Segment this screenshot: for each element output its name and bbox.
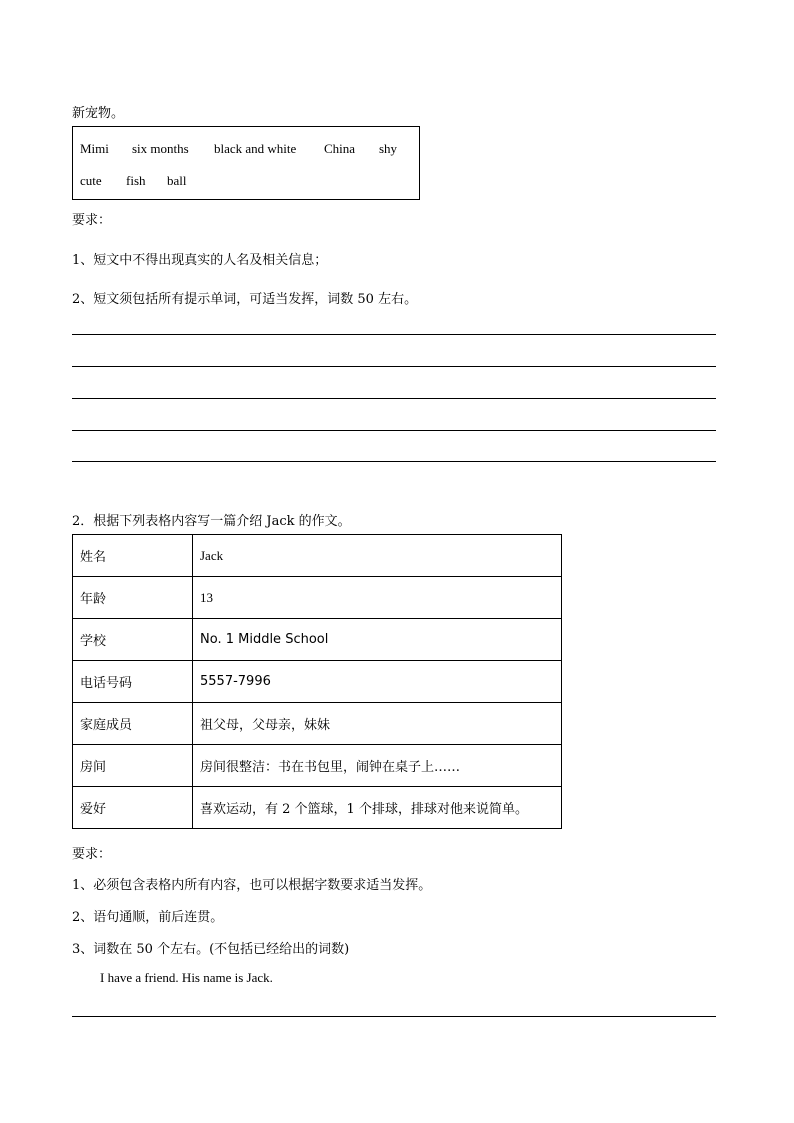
word-item: fish [126,173,146,188]
table-key: 爱好 [73,787,193,829]
table-row [73,661,562,703]
table-key: 年龄 [73,577,193,619]
requirement-item: 1、必须包含表格内所有内容，也可以根据字数要求适当发挥。 [72,878,432,893]
info-table [72,534,562,829]
requirement-item: 3、词数在 50 个左右。(不包括已经给出的词数) [72,942,350,957]
intro-text: 新宠物。 [72,106,125,121]
table-row [73,703,562,745]
word-item: Mimi [80,141,109,156]
word-item: ball [167,173,187,188]
writing-line[interactable] [72,1016,716,1017]
requirement-item: 1、短文中不得出现真实的人名及相关信息； [72,253,328,268]
word-item: six months [132,141,189,156]
table-key: 房间 [73,745,193,787]
requirement-item: 2、短文须包括所有提示单词，可适当发挥，词数 50 左右。 [72,292,418,307]
table-value: 祖父母，父母亲，妹妹 [193,703,562,745]
table-row [73,535,562,577]
table-row [73,577,562,619]
word-item: China [324,141,356,156]
writing-line[interactable] [72,398,716,399]
table-key: 电话号码 [73,661,193,703]
writing-line[interactable] [72,430,716,431]
word-item: shy [379,141,398,156]
table-value: 13 [193,577,562,619]
table-value: 5557-7996 [193,661,562,703]
table-value: No. 1 Middle School [193,619,562,661]
writing-line[interactable] [72,334,716,335]
table-key: 学校 [73,619,193,661]
table-key: 家庭成员 [73,703,193,745]
table-value: 房间很整洁：书在书包里，闹钟在桌子上…… [193,745,562,787]
table-key: 姓名 [73,535,193,577]
table-row [73,787,562,829]
opening-sentence: I have a friend. His name is Jack. [100,970,273,985]
word-box [72,126,420,200]
requirements-label: 要求： [72,213,112,228]
requirement-item: 2、语句通顺，前后连贯。 [72,910,224,925]
table-value: 喜欢运动，有 2 个篮球，1 个排球，排球对他来说简单。 [193,787,562,829]
word-item: cute [80,173,102,188]
writing-line[interactable] [72,461,716,462]
word-item: black and white [214,141,297,156]
question-title: 2．根据下列表格内容写一篇介绍 Jack 的作文。 [72,514,351,529]
table-value: Jack [193,535,562,577]
table-row [73,745,562,787]
table-row [73,619,562,661]
writing-line[interactable] [72,366,716,367]
requirements-label: 要求： [72,847,112,862]
